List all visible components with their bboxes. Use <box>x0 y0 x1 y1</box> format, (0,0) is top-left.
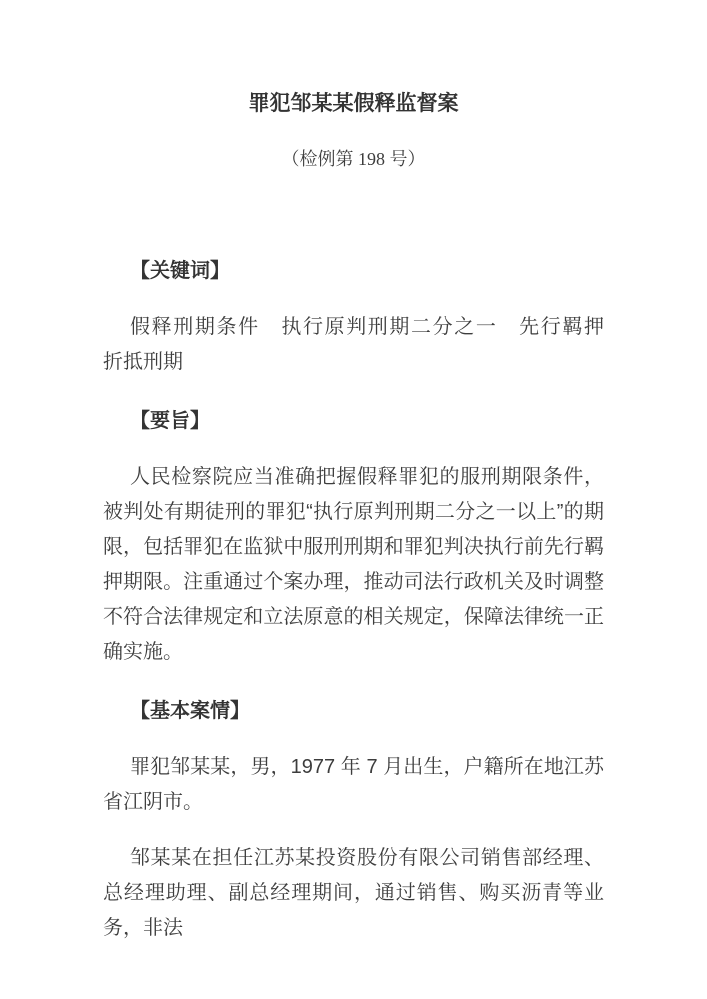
section-heading-keywords: 【关键词】 <box>130 260 230 282</box>
facts-paragraph-2: 邹某某在担任江苏某投资股份有限公司销售部经理、总经理助理、副总经理期间，通过销售、购买沥青等业务，非法 <box>103 847 604 939</box>
keywords-text: 假释刑期条件 执行原判刑期二分之一 先行羁押 折抵刑期 <box>103 316 624 373</box>
case-number: （检例第 198 号） <box>281 149 426 169</box>
summary-text: 人民检察院应当准确把握假释罪犯的服刑期限条件，被判处有期徒刑的罪犯“执行原判刑期二分之一以上”的期限，包括罪犯在监狱中服刑刑期和罪犯判决执行前先行羁押期限。注重通过个案办理，推动司法行政机关及时调整不符合法律规定和立法原意的相关规定，保障法律统一正确实施。 <box>103 466 604 663</box>
section-heading-summary: 【要旨】 <box>130 410 210 432</box>
facts-paragraph-1: 罪犯邹某某，男，1977 年 7 月出生，户籍所在地江苏省江阴市。 <box>103 756 604 813</box>
document-title: 罪犯邹某某假释监督案 <box>248 92 459 115</box>
section-heading-basic-facts: 【基本案情】 <box>130 700 250 722</box>
